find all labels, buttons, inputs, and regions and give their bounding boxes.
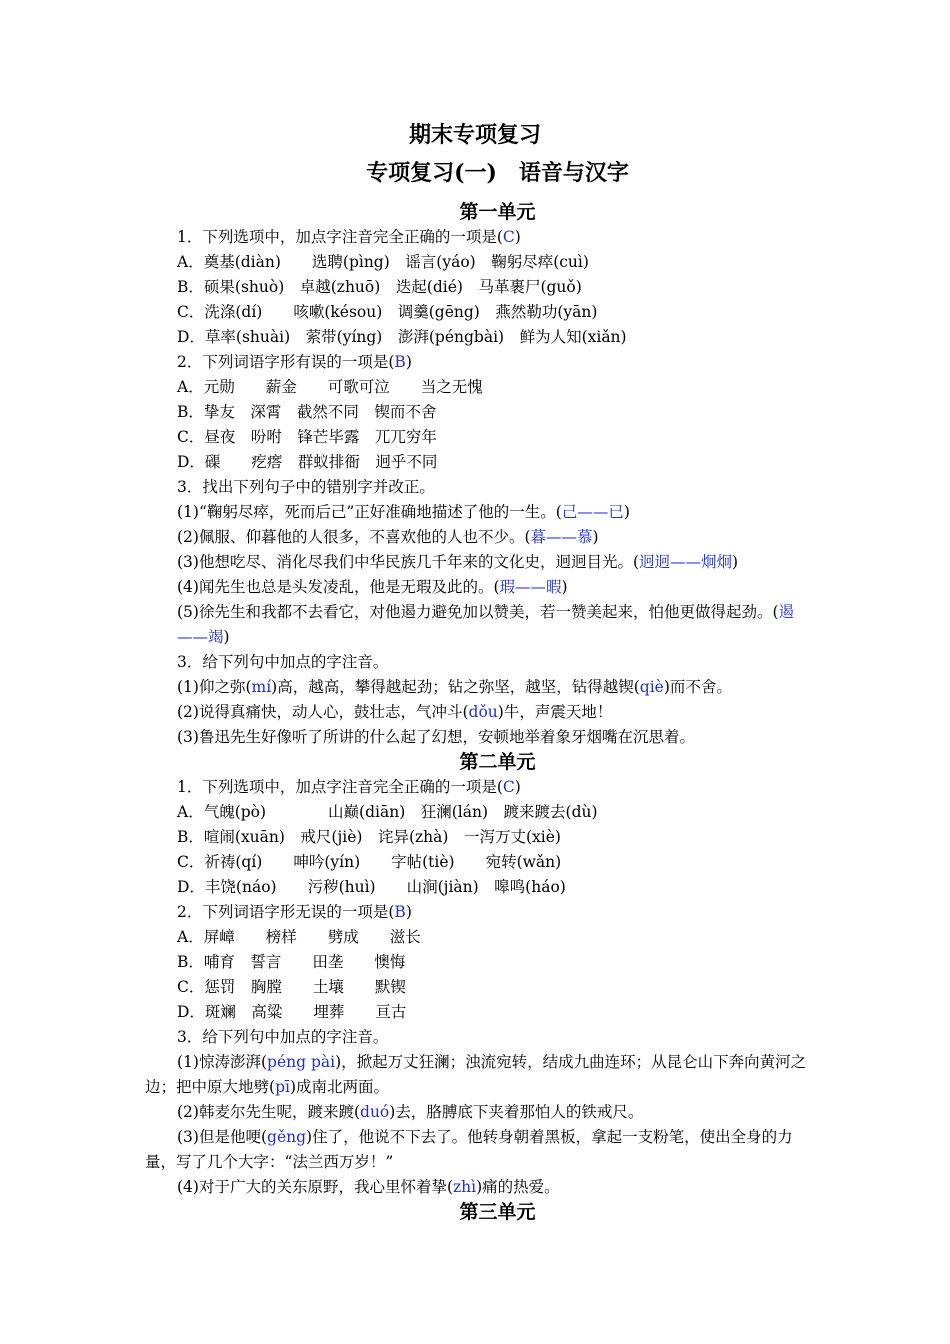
- answer: C: [502, 228, 515, 246]
- answer: gěng: [267, 1128, 307, 1146]
- option-line: A．气魄(pò) 山巅(diān) 狂澜(lán) 踱来踱去(dù): [177, 803, 598, 821]
- question-stem: 3．给下列句中加点的字注音。: [177, 1028, 389, 1046]
- sentence-line: (1)惊涛澎湃(péng pài)，掀起万丈狂澜；浊流宛转，结成九曲连环；从昆仑山下奔向黄河之边；把中原大地劈(pī)成南北两面。: [145, 1053, 807, 1096]
- unit3-heading: 第三单元: [459, 1201, 536, 1223]
- answer: B: [394, 903, 406, 921]
- answer: 暮——慕: [530, 528, 593, 546]
- option-line: C．惩罚 胸膛 土壤 默锲: [177, 978, 406, 996]
- sentence-line: (1)仰之弥(mí)高，越高，攀得越起劲；钻之弥坚，越坚，钻得越锲(qiè)而不舍。: [177, 678, 732, 696]
- sentence-line: (3)但是他哽(gěng)住了，他说不下去了。他转身朝着黑板，拿起一支粉笔，使出全身的力量，写了几个大字：“法兰西万岁！”: [145, 1128, 793, 1171]
- option-line: D．草率(shuài) 萦带(yíng) 澎湃(péngbài) 鲜为人知(xiǎn): [177, 328, 627, 346]
- page-title: 期末专项复习: [408, 122, 541, 148]
- answer: C: [502, 778, 515, 796]
- answer: mí: [251, 678, 272, 696]
- sentence-line: (3)鲁迅先生好像听了所讲的什么起了幻想，安顿地举着象牙烟嘴在沉思着。: [177, 728, 695, 746]
- question-stem: 1．下列选项中，加点字注音完全正确的一项是(C): [177, 778, 521, 796]
- sentence-line: (4)闻先生也总是头发凌乱，他是无瑕及此的。(瑕——暇): [177, 578, 568, 596]
- question-stem: 2．下列词语字形无误的一项是(B): [177, 903, 412, 921]
- sentence-line: (2)韩麦尔先生呢，踱来踱(duó)去，胳膊底下夹着那怕人的铁戒尺。: [177, 1103, 644, 1121]
- option-line: D．斑斓 高粱 埋葬 亘古: [177, 1003, 407, 1021]
- question-stem: 1．下列选项中，加点字注音完全正确的一项是(C): [177, 228, 521, 246]
- answer: qiè: [639, 678, 664, 696]
- option-line: D．丰饶(náo) 污秽(huì) 山涧(jiàn) 嗥鸣(háo): [177, 878, 566, 896]
- answer: duó: [360, 1103, 390, 1121]
- option-line: C．洗涤(dí) 咳嗽(késou) 调羹(gēng) 燕然勒功(yān): [177, 303, 598, 321]
- option-line: B．挚友 深霄 截然不同 锲而不舍: [177, 403, 437, 421]
- option-line: D．磲 疙瘩 群蚁排衙 迥乎不同: [177, 453, 438, 471]
- option-line: C．祈祷(qí) 呻吟(yín) 字帖(tiè) 宛转(wǎn): [177, 853, 562, 871]
- sentence-line: (5)徐先生和我都不去看它，对他遏力避免加以赞美，若一赞美起来，怕他更做得起劲。(遏——竭): [177, 603, 795, 646]
- answer: 遏——竭: [177, 603, 795, 646]
- answer: 己——已: [561, 503, 624, 521]
- answer: B: [394, 353, 406, 371]
- document-body: [145, 200, 810, 1225]
- question-stem: 3．找出下列句子中的错别字并改正。: [177, 478, 435, 496]
- sentence-line: (1)“鞠躬尽瘁，死而后己”正好准确地描述了他的一生。(己——已): [177, 503, 630, 521]
- option-line: C．昼夜 吩咐 锋芒毕露 兀兀穷年: [177, 428, 437, 446]
- answer: 瑕——暇: [499, 578, 562, 596]
- option-line: A．奠基(diàn) 选聘(pìng) 谣言(yáo) 鞠躬尽瘁(cuì): [177, 253, 589, 271]
- unit2-heading: 第二单元: [459, 751, 536, 773]
- question-stem: 2．下列词语字形有误的一项是(B): [177, 353, 412, 371]
- option-line: A．屏嶂 榜样 劈成 滋长: [177, 928, 421, 946]
- page-subtitle: 专项复习(一) 语音与汉字: [366, 160, 629, 186]
- answer: 迥迥——炯炯: [639, 553, 733, 571]
- sentence-line: (4)对于广大的关东原野，我心里怀着挚(zhì)痛的热爱。: [177, 1178, 560, 1196]
- sentence-line: (2)佩服、仰暮他的人很多，不喜欢他的人也不少。(暮——慕): [177, 528, 599, 546]
- option-line: A．元勋 薪金 可歌可泣 当之无愧: [177, 378, 483, 396]
- option-line: B．硕果(shuò) 卓越(zhuō) 迭起(dié) 马革裹尸(guǒ): [177, 278, 582, 296]
- sentence-line: (2)说得真痛快，动人心，鼓壮志，气冲斗(dǒu)牛，声震天地！: [177, 703, 613, 721]
- answer: péng pài: [267, 1053, 336, 1071]
- answer: zhì: [453, 1178, 477, 1196]
- option-line: B．哺育 誓言 田垄 懊悔: [177, 953, 406, 971]
- option-line: B．喧闹(xuān) 戒尺(jiè) 诧异(zhà) 一泻万丈(xiè): [177, 828, 561, 846]
- answer: pī: [275, 1078, 290, 1096]
- unit1-heading: 第一单元: [459, 201, 536, 223]
- sentence-line: (3)他想吃尽、消化尽我们中华民族几千年来的文化史，迥迥目光。(迥迥——炯炯): [177, 553, 739, 571]
- question-stem: 3．给下列句中加点的字注音。: [177, 653, 389, 671]
- answer: dǒu: [468, 703, 498, 721]
